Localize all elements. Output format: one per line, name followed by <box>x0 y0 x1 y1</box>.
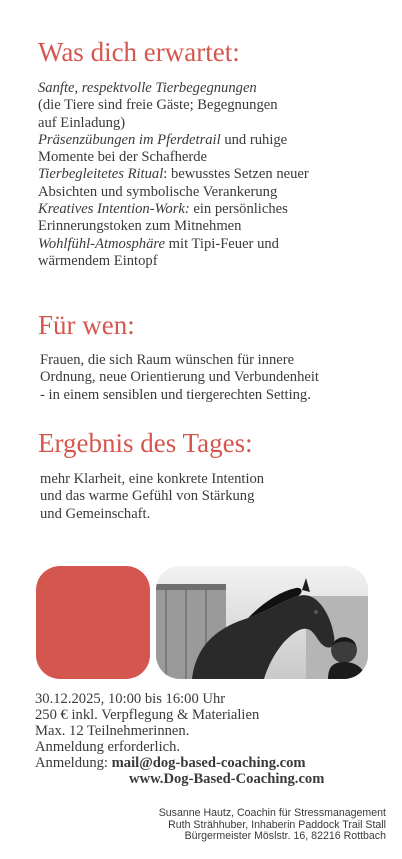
expectation-highlight: Sanfte, respektvolle Tierbegegnungen <box>38 80 257 96</box>
expectation-line <box>38 115 309 132</box>
heading-what-to-expect: Was dich erwartet: <box>38 37 240 67</box>
expectation-line <box>38 218 309 235</box>
expectation-highlight: Tierbegleitetes Ritual <box>38 166 164 183</box>
for-whom-line: Frauen, die sich Raum wünschen für innere <box>40 352 295 368</box>
heading-for-whom: Für wen: <box>38 310 135 340</box>
event-price: 250 € inkl. Verpflegung & Materialien <box>35 706 260 723</box>
horse-and-person-image <box>156 566 368 679</box>
outcome-line: und das warme Gefühl von Stärkung <box>40 488 255 505</box>
expectation-text: Erinnerungstoken zum Mitnehmen <box>38 218 242 235</box>
event-max-participants: Max. 12 Teilnehmerinnen. <box>35 722 190 739</box>
website-link[interactable]: www.Dog-Based-Coaching.com <box>129 770 325 787</box>
expectation-line <box>38 184 309 201</box>
expectation-line <box>38 149 309 166</box>
horse-photo <box>156 566 368 679</box>
footer-contact <box>159 808 386 843</box>
footer-line: Susanne Hautz, Coachin für Stressmanagement <box>158 807 386 819</box>
for-whom-text <box>40 352 319 404</box>
expectation-line <box>38 97 309 114</box>
expectation-line <box>38 132 309 149</box>
expectation-text: ein persönliches <box>189 201 288 218</box>
expectation-text: Absichten und symbolische Verankerung <box>38 183 278 200</box>
registration-line <box>35 756 324 772</box>
footer-line: Bürgermeister Möslstr. 16, 82216 Rottbach <box>184 830 386 842</box>
expectation-line <box>38 80 309 97</box>
for-whom-line: Ordnung, neue Orientierung und Verbundenheit <box>40 369 319 386</box>
expectation-text: wärmendem Eintopf <box>38 252 158 269</box>
expectation-highlight: Wohlfühl-Atmosphäre <box>38 235 166 252</box>
expectation-line <box>38 166 309 183</box>
outcome-line: und Gemeinschaft. <box>40 505 151 522</box>
email-link[interactable]: mail@dog-based-coaching.com <box>111 754 306 771</box>
outcome-text <box>40 471 264 523</box>
expectations-list <box>38 80 309 270</box>
heading-outcome: Ergebnis des Tages: <box>38 428 253 458</box>
expectation-line <box>38 253 309 270</box>
footer-line: Ruth Strähhuber, Inhaberin Paddock Trail Stall <box>168 818 386 831</box>
expectation-highlight: Kreatives Intention-Work: <box>38 201 190 218</box>
expectation-text: (die Tiere sind freie Gäste; Begegnungen <box>38 97 278 114</box>
expectation-text: : bewusstes Setzen neuer <box>163 166 309 183</box>
expectation-text: mit Tipi-Feuer und <box>165 235 279 252</box>
expectation-line <box>38 236 309 253</box>
event-registration-required: Anmeldung erforderlich. <box>35 738 181 755</box>
for-whom-line: - in einem sensiblen und tiergerechten Setting. <box>40 386 311 403</box>
red-decor-tile <box>36 566 150 679</box>
event-date: 30.12.2025, 10:00 bis 16:00 Uhr <box>35 691 226 707</box>
expectation-text: auf Einladung) <box>38 114 126 131</box>
expectation-line <box>38 201 309 218</box>
event-info <box>35 692 324 787</box>
expectation-text: und ruhige <box>220 131 288 148</box>
outcome-line: mehr Klarheit, eine konkrete Intention <box>40 471 265 487</box>
registration-label: Anmeldung: <box>35 754 112 771</box>
expectation-text: Momente bei der Schafherde <box>38 149 207 166</box>
expectation-highlight: Präsenzübungen im Pferdetrail <box>38 131 221 148</box>
